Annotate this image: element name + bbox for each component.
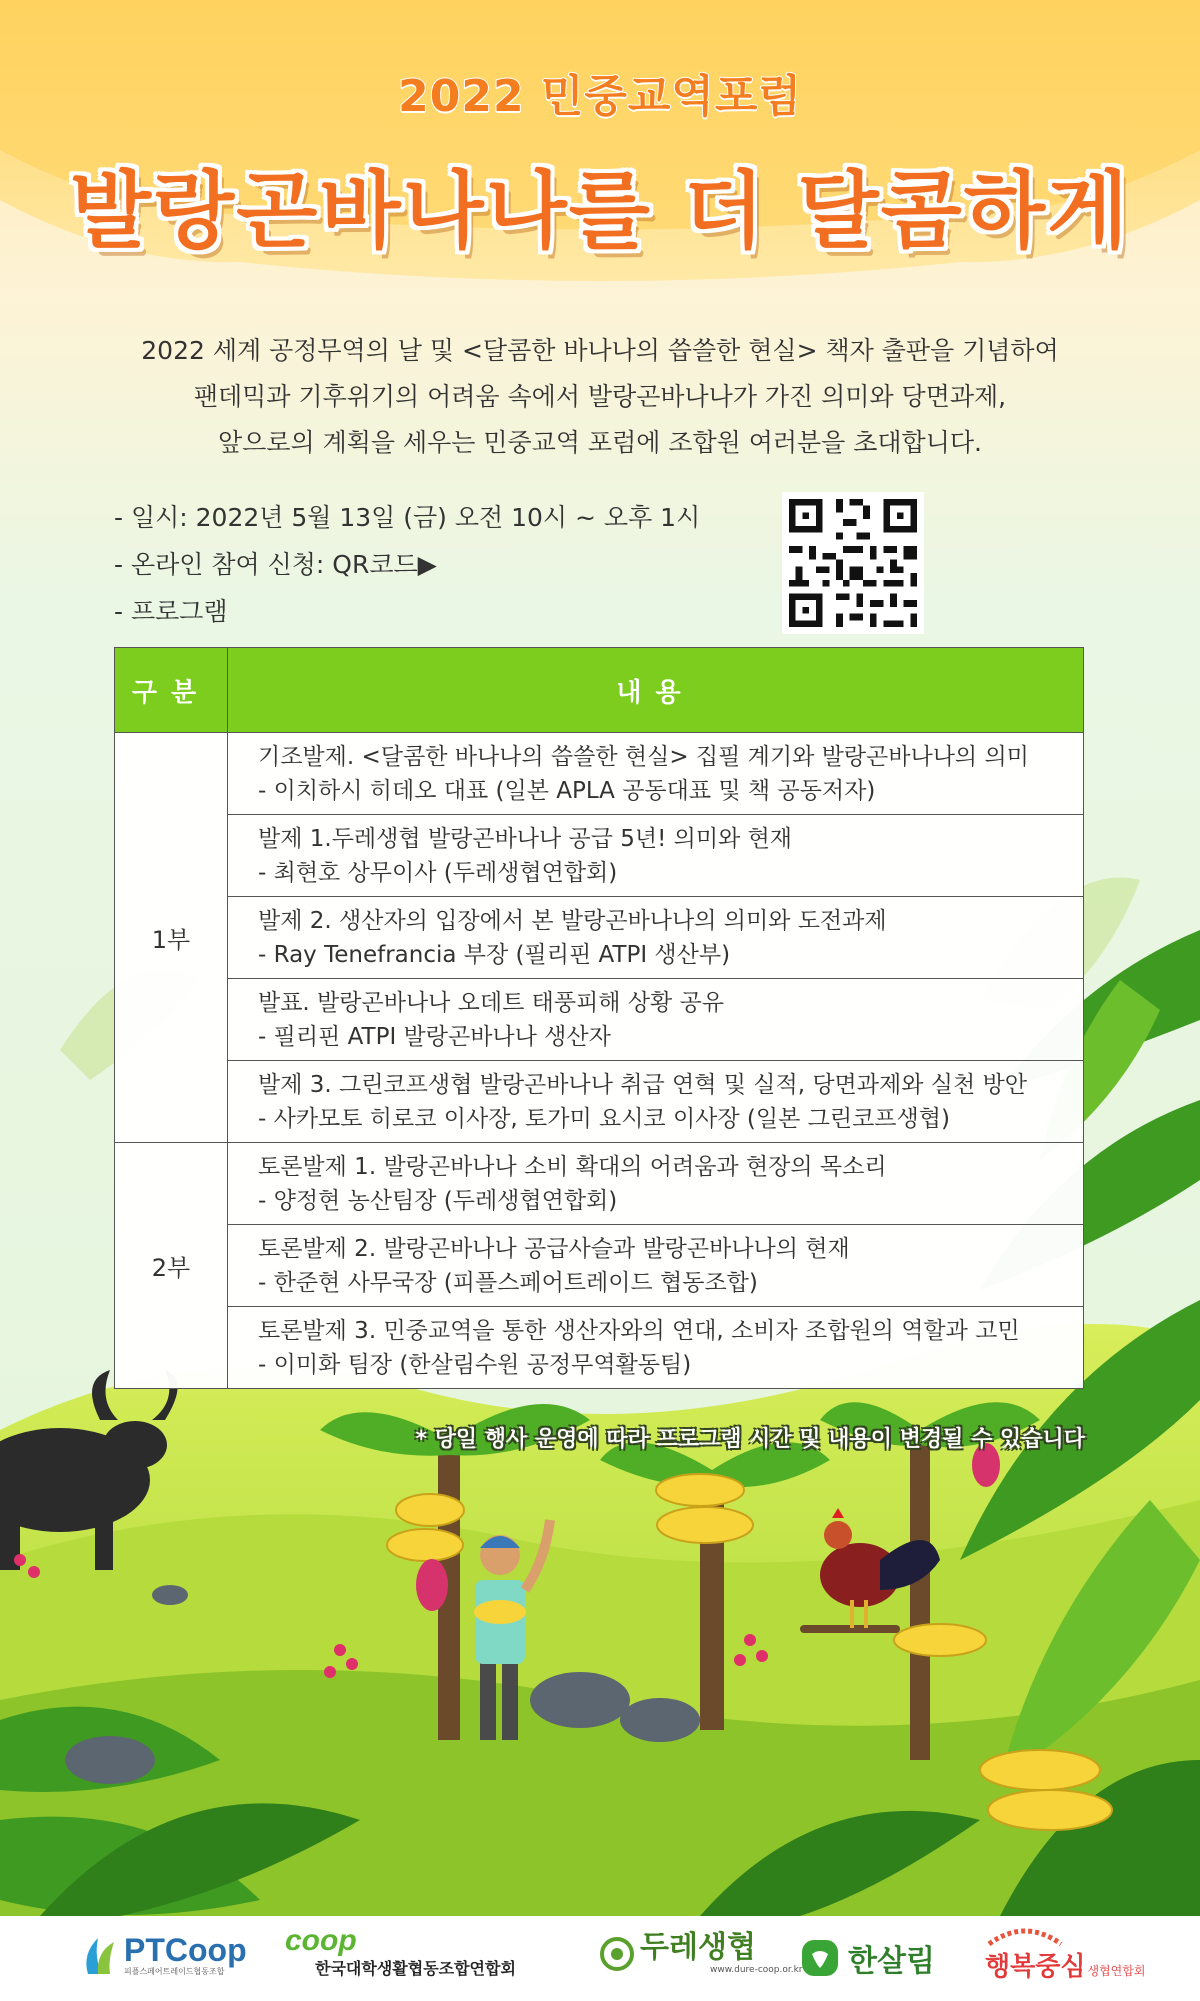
table-row [115, 1061, 1084, 1143]
hansalim-icon [800, 1938, 840, 1978]
table-row [115, 979, 1084, 1061]
intro-line: 앞으로의 계획을 세우는 민중교역 포럼에 조합원 여러분을 초대합니다. [218, 428, 982, 457]
item-speaker: - 이치하시 히데오 대표 (일본 APLA 공동대표 및 책 공동저자) [258, 777, 876, 804]
leaf-icon [80, 1934, 120, 1978]
univ-coop-logo[interactable] [285, 1924, 516, 1980]
intro-text [60, 328, 1140, 466]
item-speaker: - 한준현 사무국장 (피플스페어트레이드 협동조합) [258, 1269, 758, 1296]
hansalim-logo[interactable] [800, 1936, 935, 1980]
item-title: 토론발제 1. 발랑곤바나나 소비 확대의 어려움과 현장의 목소리 [258, 1153, 887, 1180]
item-speaker: - 사카모토 히로코 이사장, 토가미 요시코 이사장 (일본 그린코프생협) [258, 1105, 950, 1132]
happy-center-name: 행복중심 [985, 1952, 1086, 1982]
program-item [228, 979, 1084, 1061]
happy-center-logo[interactable] [985, 1926, 1145, 1983]
item-title: 기조발제. <달콤한 바나나의 씁쓸한 현실> 집필 계기와 발랑곤바나나의 의미 [258, 743, 1029, 770]
table-row [115, 733, 1084, 815]
part-label: 1부 [115, 733, 228, 1143]
table-row [115, 897, 1084, 979]
table-row [115, 815, 1084, 897]
item-title: 발제 3. 그린코프생협 발랑곤바나나 취급 연혁 및 실적, 당면과제와 실천 방안 [258, 1071, 1027, 1098]
ptcoop-logo[interactable] [80, 1934, 247, 1978]
program-label: - 프로그램 [114, 597, 228, 626]
column-header-part: 구분 [115, 648, 228, 733]
coop-wordmark: coop [285, 1924, 357, 1957]
dure-url: www.dure-coop.or.kr [710, 1965, 803, 1975]
change-notice: * 당일 행사 운영에 따라 프로그램 시간 및 내용이 변경될 수 있습니다 [415, 1427, 1085, 1452]
program-item [228, 1061, 1084, 1143]
program-item [228, 897, 1084, 979]
ptcoop-name: PTCoop [124, 1932, 247, 1968]
item-speaker: - Ray Tenefrancia 부장 (필리핀 ATPI 생산부) [258, 941, 731, 968]
event-title: 발랑곤바나나를 더 달콤하게 [69, 162, 1131, 260]
dure-icon [600, 1937, 634, 1971]
item-speaker: - 이미화 팀장 (한살림수원 공정무역활동팀) [258, 1351, 692, 1378]
item-speaker: - 최현호 상무이사 (두레생협연합회) [258, 859, 618, 886]
ptcoop-subtitle: 피플스페어트레이드협동조합 [124, 1967, 225, 1976]
sponsor-footer [0, 1916, 1200, 2001]
program-table [114, 647, 1084, 1389]
intro-line: 2022 세계 공정무역의 날 및 <달콤한 바나나의 씁쓸한 현실> 책자 출판을 기념하여 [141, 336, 1059, 365]
part-label: 2부 [115, 1143, 228, 1389]
table-header-row [115, 648, 1084, 733]
table-row [115, 1225, 1084, 1307]
hansalim-name: 한살림 [848, 1944, 935, 1979]
dure-name: 두레생협 [640, 1930, 756, 1965]
item-title: 발제 2. 생산자의 입장에서 본 발랑곤바나나의 의미와 도전과제 [258, 907, 887, 934]
dure-logo[interactable] [600, 1932, 803, 1976]
table-row [115, 1307, 1084, 1389]
intro-line: 팬데믹과 기후위기의 어려움 속에서 발랑곤바나나가 가진 의미와 당면과제, [193, 382, 1007, 411]
qr-code[interactable] [782, 492, 924, 634]
coop-name: 한국대학생활협동조합연합회 [315, 1959, 516, 1978]
item-speaker: - 양정현 농산팀장 (두레생협연합회) [258, 1187, 618, 1214]
happy-center-subtitle: 생협연합회 [1087, 1964, 1146, 1978]
item-speaker: - 필리핀 ATPI 발랑곤바나나 생산자 [258, 1023, 611, 1050]
program-item [228, 1307, 1084, 1389]
arc-icon [985, 1926, 1065, 1946]
apply-info: - 온라인 참여 신청: QR코드▶ [114, 550, 437, 579]
item-title: 발표. 발랑곤바나나 오데트 태풍피해 상황 공유 [258, 989, 725, 1016]
program-item [228, 1225, 1084, 1307]
table-row [115, 1143, 1084, 1225]
item-title: 토론발제 2. 발랑곤바나나 공급사슬과 발랑곤바나나의 현재 [258, 1235, 850, 1262]
program-item [228, 733, 1084, 815]
event-subtitle: 2022 민중교역포럼 [398, 71, 802, 122]
column-header-content: 내용 [228, 648, 1084, 733]
program-item [228, 1143, 1084, 1225]
item-title: 토론발제 3. 민중교역을 통한 생산자와의 연대, 소비자 조합원의 역할과 고민 [258, 1317, 1020, 1344]
program-item [228, 815, 1084, 897]
event-date: - 일시: 2022년 5월 13일 (금) 오전 10시 ~ 오후 1시 [114, 503, 701, 532]
event-details [114, 494, 700, 635]
item-title: 발제 1.두레생협 발랑곤바나나 공급 5년! 의미와 현재 [258, 825, 793, 852]
